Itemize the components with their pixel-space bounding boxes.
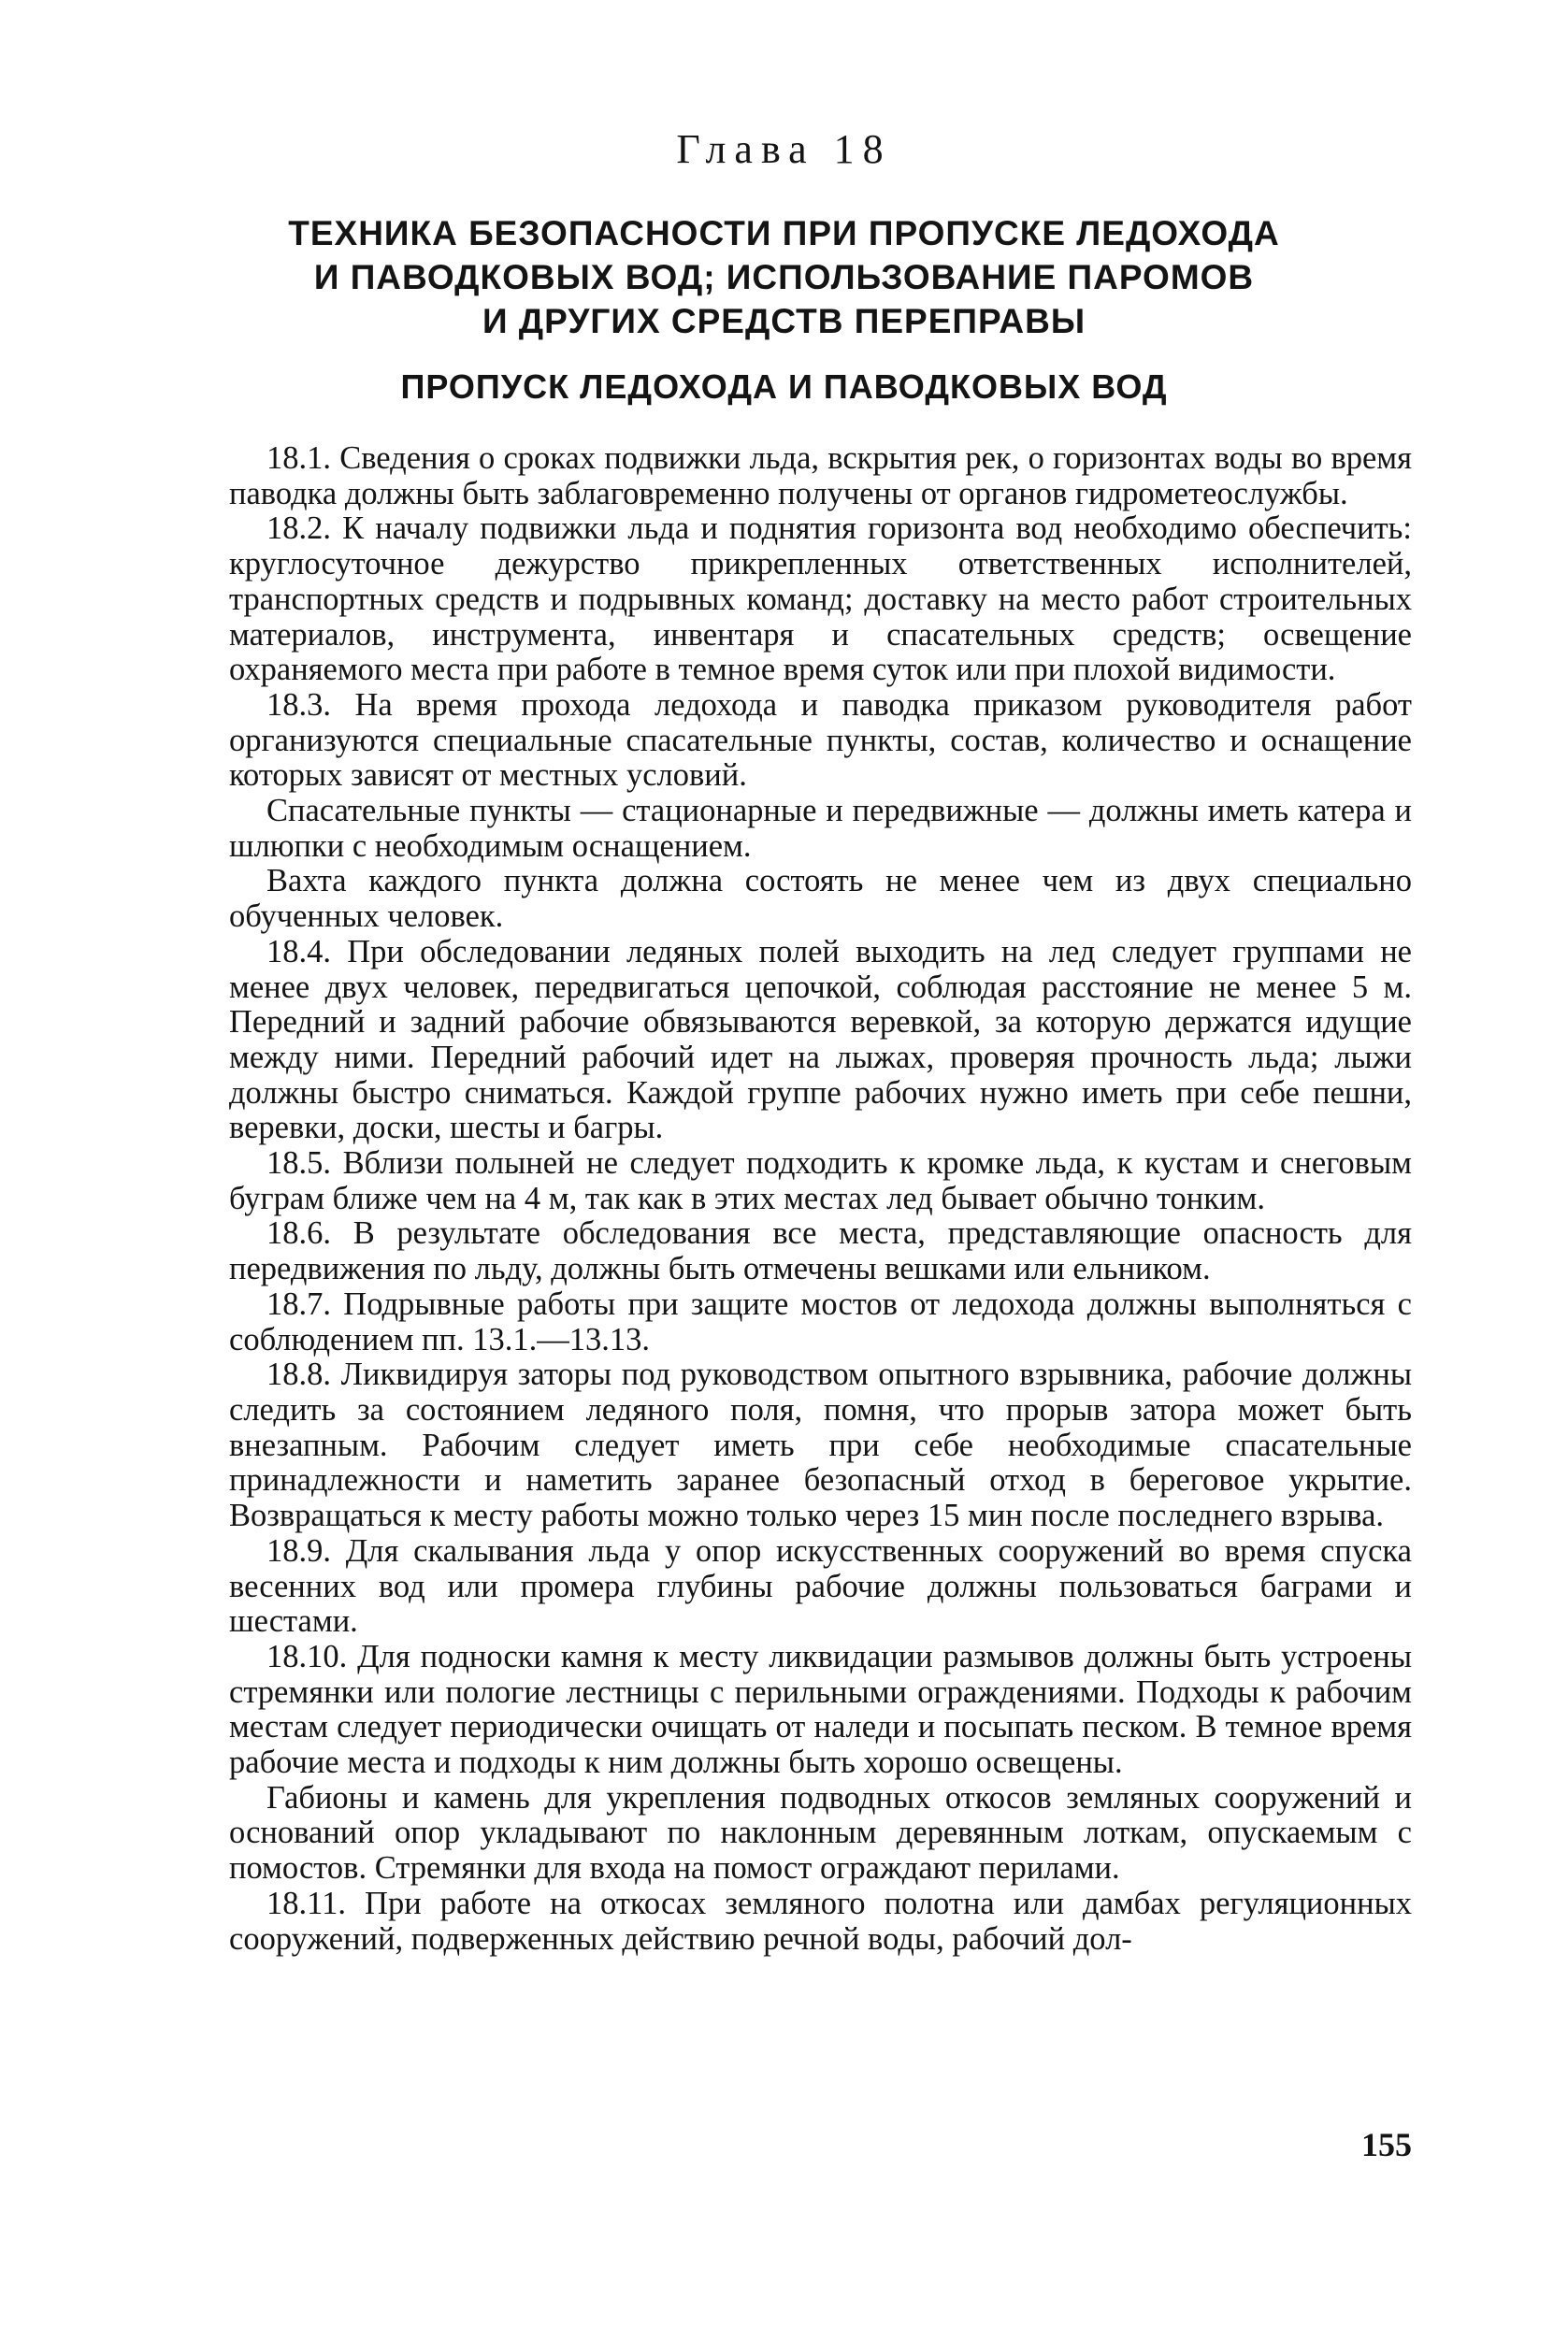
paragraph-18-10: 18.10. Для подноски камня к месту ликвидации размывов должны быть устроены стремянки или пологие лестницы с перильными ограждениями. Подходы к рабочим местам следует периодически очищать от наледи и посыпать песком. В темное время рабочие места и подходы к ним должны быть хорошо освещены. (229, 1638, 1412, 1781)
section-title: ПРОПУСК ЛЕДОХОДА И ПАВОДКОВЫХ ВОД (400, 367, 1168, 406)
paragraph-18-6: 18.6. В результате обследования все места, представляющие опасность для передвижения по льду, должны быть отмечены вешками или ельником. (229, 1215, 1412, 1287)
paragraph-18-9: 18.9. Для скалывания льда у опор искусственных сооружений во время спуска весенних вод или промера глубины рабочие должны пользоваться баграми и шестами. (229, 1532, 1412, 1640)
paragraph-18-4: 18.4. При обследовании ледяных полей выходить на лед следует группами не менее двух человек, передвигаться цепочкой, соблюдая расстояние не менее 5 м. Передний и задний рабочие обвязываются веревкой, за которую держатся идущие между ними. Передний рабочий идет на лыжах, проверяя прочность льда; лыжи должны быстро сниматься. Каждой группе рабочих нужно иметь при себе пешни, веревки, доски, шесты и багры. (229, 933, 1412, 1146)
paragraph-18-2: 18.2. К началу подвижки льда и поднятия горизонта вод необходимо обеспечить: круглосуточное дежурство прикрепленных ответственных исполнителей, транспортных средств и подрывных команд; доставку на место работ строительных материалов, инструмента, инвентаря и спасательных средств; освещение охраняемого места при работе в темное время суток или при плохой видимости. (229, 510, 1412, 688)
chapter-title-line: ТЕХНИКА БЕЗОПАСНОСТИ ПРИ ПРОПУСКЕ ЛЕДОХОДА (288, 214, 1280, 252)
paragraph-watch: Вахта каждого пункта должна состоять не менее чем из двух специально обученных человек. (229, 863, 1412, 935)
chapter-title-line: И ПАВОДКОВЫХ ВОД; ИСПОЛЬЗОВАНИЕ ПАРОМОВ (313, 258, 1255, 296)
paragraph-18-11: 18.11. При работе на откосах земляного полотна или дамбах регуляционных сооружений, подверженных действию речной воды, рабочий дол- (229, 1885, 1412, 1957)
chapter-title-line: И ДРУГИХ СРЕДСТВ ПЕРЕПРАВЫ (482, 302, 1086, 340)
chapter-title (215, 211, 1353, 343)
paragraph-18-3: 18.3. На время прохода ледохода и паводка приказом руководителя работ организуются специальные спасательные пункты, состав, количество и оснащение которых зависят от местных условий. (229, 686, 1412, 794)
paragraph-18-5: 18.5. Вблизи полыней не следует подходить к кромке льда, к кустам и снеговым буграм ближе чем на 4 м, так как в этих местах лед бывает обычно тонким. (229, 1145, 1412, 1216)
paragraph-18-8: 18.8. Ликвидируя заторы под руководством опытного взрывника, рабочие должны следить за состоянием ледяного поля, помня, что прорыв затора может быть внезапным. Рабочим следует иметь при себе необходимые спасательные принадлежности и наметить заранее безопасный отход в береговое укрытие. Возвращаться к месту работы можно только через 15 мин после последнего взрыва. (229, 1357, 1412, 1534)
paragraph-rescue-points: Спасательные пункты — стационарные и передвижные — должны иметь катера и шлюпки с необходимым оснащением. (229, 793, 1412, 864)
body-text (229, 441, 1412, 1957)
paragraph-18-1: 18.1. Сведения о сроках подвижки льда, вскрытия рек, о горизонтах воды во время паводка должны быть заблаговременно получены от органов гидрометеослужбы. (229, 440, 1412, 511)
chapter-label: Глава 18 (676, 126, 892, 172)
page-number: 155 (1361, 2126, 1412, 2163)
paragraph-18-7: 18.7. Подрывные работы при защите мостов от ледохода должны выполняться с соблюдением пп. 13.1.—13.13. (229, 1285, 1412, 1357)
paragraph-gabions: Габионы и камень для укрепления подводных откосов земляных сооружений и оснований опор укладывают по наклонным деревянным лоткам, опускаемым с помостов. Стремянки для входа на помост ограждают перилами. (229, 1779, 1412, 1887)
